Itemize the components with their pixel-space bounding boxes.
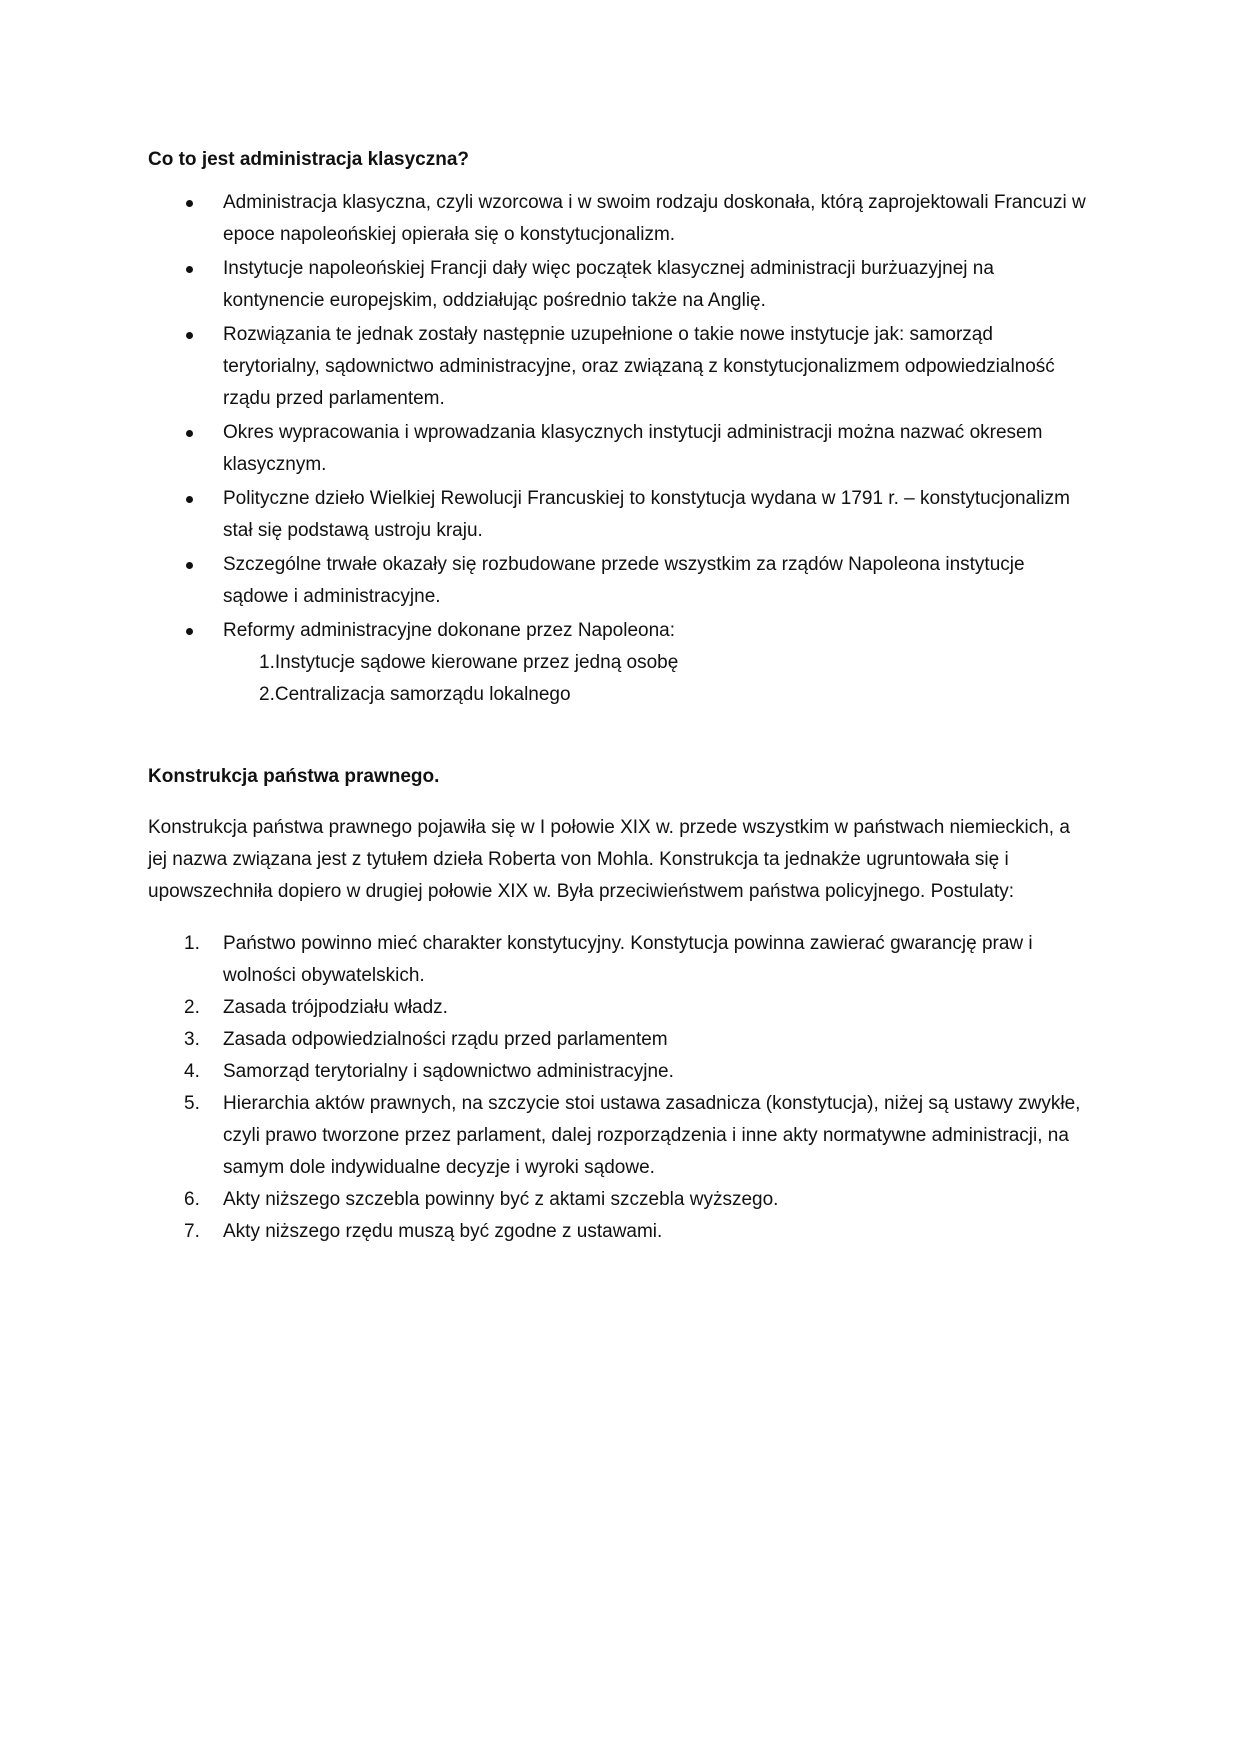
bullet-dot-icon xyxy=(186,628,193,635)
postulate-item xyxy=(148,1216,1088,1248)
bullet-text: Administracja klasyczna, czyli wzorcowa i w swoim rodzaju doskonała, którą zaprojektowali Francuzi w epoce napoleońskiej opierała się o konstytucjonalizm. xyxy=(223,192,1086,245)
postulates-list xyxy=(148,928,1088,1248)
section-2-paragraph: Konstrukcja państwa prawnego pojawiła się w I połowie XIX w. przede wszystkim w państwach niemieckich, a jej nazwa związana jest z tytułem dzieła Roberta von Mohla. Konstrukcja ta jednakże ugruntowała się i upowszechniła dopiero w drugiej połowie XIX w. Była przeciwieństwem państwa policyjnego. Postulaty: xyxy=(148,817,1070,902)
postulate-text: Akty niższego szczebla powinny być z aktami szczebla wyższego. xyxy=(223,1189,779,1210)
bullet-item xyxy=(148,187,1088,251)
bullet-text: Rozwiązania te jednak zostały następnie uzupełnione o takie nowe instytucje jak: samorząd terytorialny, sądownictwo administracyjne, oraz związaną z konstytucjonalizmem odpowiedzialność rządu przed parlamentem. xyxy=(223,324,1055,409)
postulate-number: 7. xyxy=(184,1221,200,1242)
postulate-text: Samorząd terytorialny i sądownictwo administracyjne. xyxy=(223,1061,674,1082)
postulate-text: Akty niższego rzędu muszą być zgodne z ustawami. xyxy=(223,1221,663,1242)
bullet-item xyxy=(148,615,1088,711)
bullet-dot-icon xyxy=(186,430,193,437)
postulate-item xyxy=(148,1088,1088,1184)
bullet-dot-icon xyxy=(186,332,193,339)
bullet-text: Polityczne dzieło Wielkiej Rewolucji Francuskiej to konstytucja wydana w 1791 r. – konstytucjonalizm stał się podstawą ustroju kraju. xyxy=(223,488,1070,541)
postulate-text: Państwo powinno mieć charakter konstytucyjny. Konstytucja powinna zawierać gwarancję praw i wolności obywatelskich. xyxy=(223,933,1033,986)
postulate-text: Hierarchia aktów prawnych, na szczycie stoi ustawa zasadnicza (konstytucja), niżej są ustawy zwykłe, czyli prawo tworzone przez parlament, dalej rozporządzenia i inne akty normatywne administracji, na samym dole indywidualne decyzje i wyroki sądowe. xyxy=(223,1093,1081,1178)
postulate-item xyxy=(148,1056,1088,1088)
postulate-text: Zasada odpowiedzialności rządu przed parlamentem xyxy=(223,1029,668,1050)
postulate-item xyxy=(148,992,1088,1024)
bullet-text: Reformy administracyjne dokonane przez Napoleona: xyxy=(223,620,676,641)
bullet-item xyxy=(148,319,1088,415)
sublist-item: 1.Instytucje sądowe kierowane przez jedną osobę xyxy=(259,652,679,673)
bullet-dot-icon xyxy=(186,496,193,503)
section-2-title: Konstrukcja państwa prawnego. xyxy=(148,766,440,787)
postulate-number: 1. xyxy=(184,933,200,954)
document-content xyxy=(148,144,1088,1248)
section-1-bullet-list xyxy=(148,187,1088,711)
bullet-text: Szczególne trwałe okazały się rozbudowane przede wszystkim za rządów Napoleona instytucje sądowe i administracyjne. xyxy=(223,554,1025,607)
postulate-item xyxy=(148,1184,1088,1216)
postulate-number: 3. xyxy=(184,1029,200,1050)
postulate-number: 4. xyxy=(184,1061,200,1082)
bullet-item xyxy=(148,253,1088,317)
postulate-number: 2. xyxy=(184,997,200,1018)
postulate-number: 6. xyxy=(184,1189,200,1210)
postulate-item xyxy=(148,1024,1088,1056)
reform-sublist xyxy=(223,647,1088,711)
section-1-title: Co to jest administracja klasyczna? xyxy=(148,149,470,170)
bullet-item xyxy=(148,417,1088,481)
postulate-text: Zasada trójpodziału władz. xyxy=(223,997,448,1018)
bullet-dot-icon xyxy=(186,562,193,569)
postulate-number: 5. xyxy=(184,1093,200,1114)
bullet-dot-icon xyxy=(186,266,193,273)
sublist-item: 2.Centralizacja samorządu lokalnego xyxy=(259,684,571,705)
bullet-text: Instytucje napoleońskiej Francji dały więc początek klasycznej administracji burżuazyjnej na kontynencie europejskim, oddziałując pośrednio także na Anglię. xyxy=(223,258,994,311)
bullet-dot-icon xyxy=(186,200,193,207)
bullet-item xyxy=(148,483,1088,547)
bullet-item xyxy=(148,549,1088,613)
postulate-item xyxy=(148,928,1088,992)
bullet-text: Okres wypracowania i wprowadzania klasycznych instytucji administracji można nazwać okresem klasycznym. xyxy=(223,422,1043,475)
